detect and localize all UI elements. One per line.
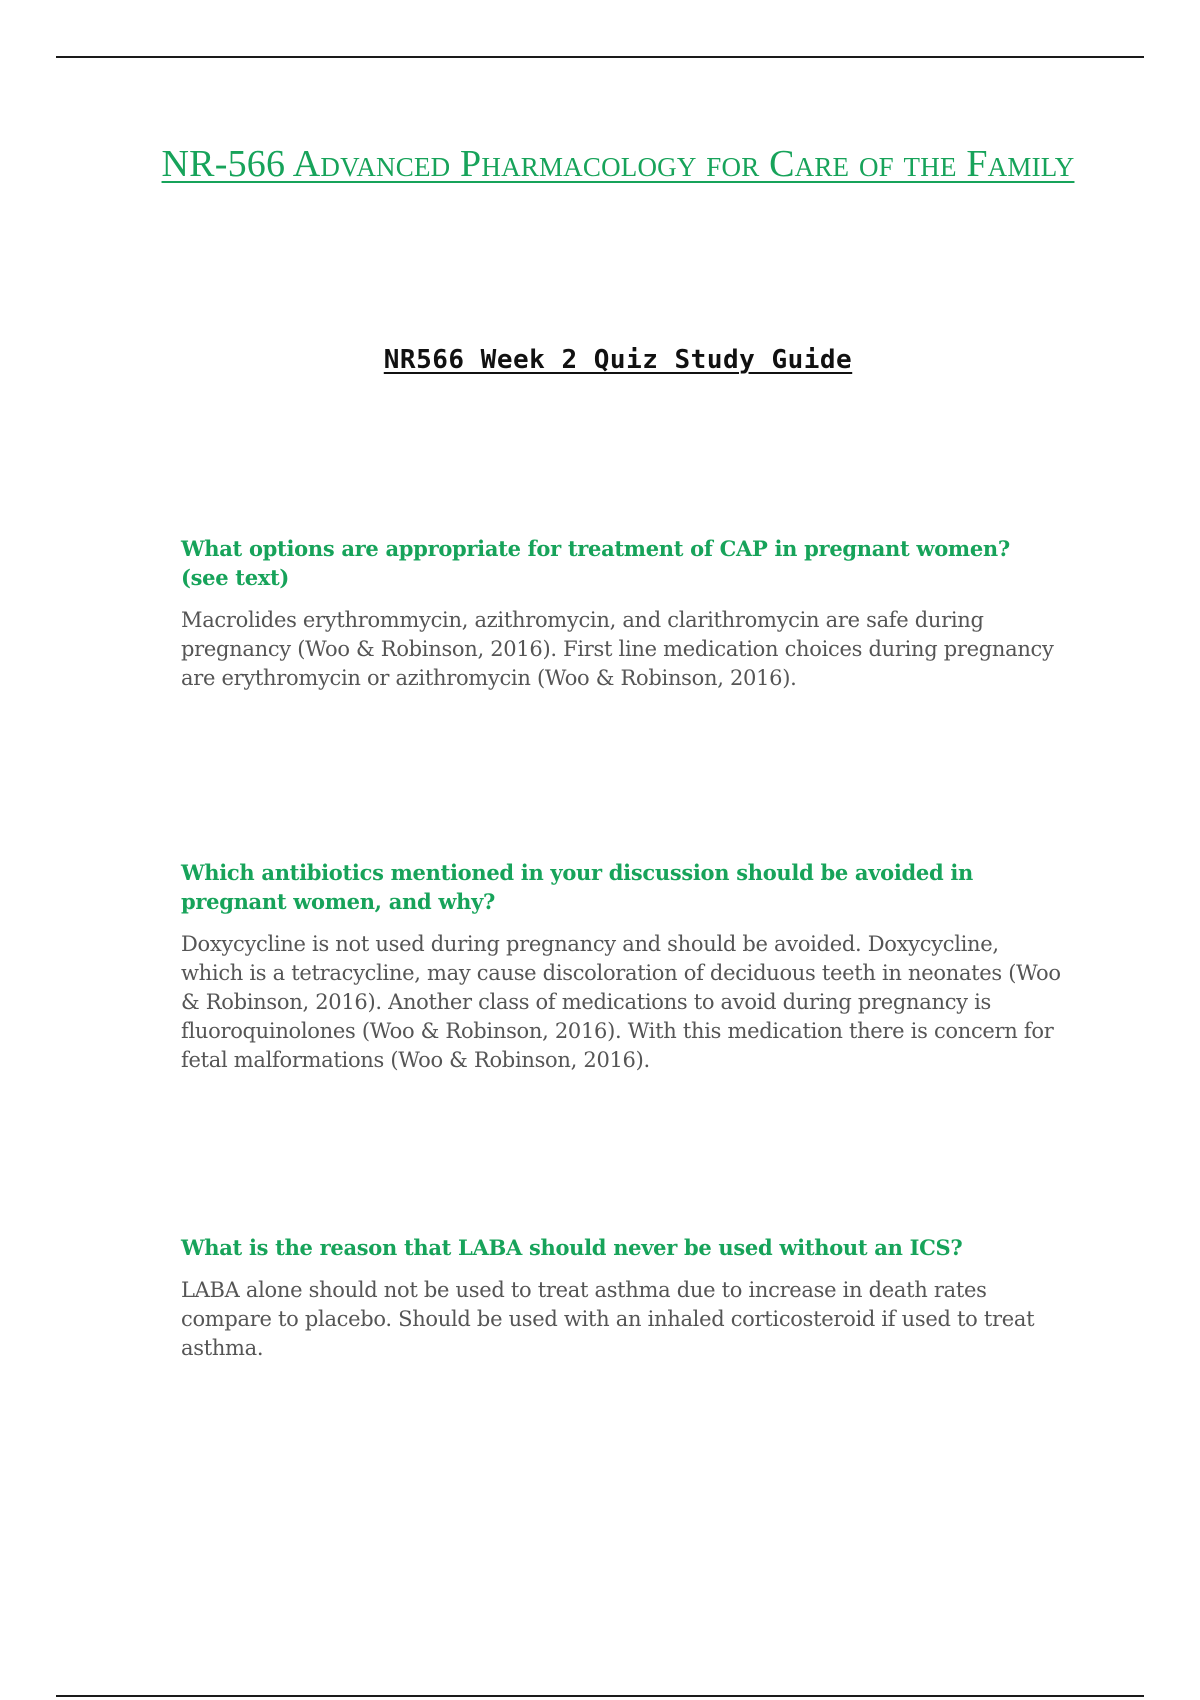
- qa-block-1: [181, 534, 1061, 693]
- answer-text: Doxycycline is not used during pregnancy and should be avoided. Doxycycline, which is a tetracycline, may cause discoloration of deciduous teeth in neonates (Woo & Robinson, 2016). Another class of medications to avoid during pregnancy is fluoroquinolones (Woo & Robinson, 2016). With this medication there is concern for fetal malformations (Woo & Robinson, 2016).: [181, 932, 1061, 1072]
- question-heading: What is the reason that LABA should never be used without an ICS?: [181, 1235, 963, 1260]
- qa-block-2: [181, 858, 1061, 1075]
- top-rule: [56, 56, 1144, 58]
- question-heading: Which antibiotics mentioned in your discussion should be avoided in pregnant women, and why?: [181, 860, 973, 914]
- answer-text: LABA alone should not be used to treat asthma due to increase in death rates compare to placebo. Should be used with an inhaled corticosteroid if used to treat asthma.: [181, 1278, 1035, 1360]
- answer-text: Macrolides erythrommycin, azithromycin, and clarithromycin are safe during pregnancy (Woo & Robinson, 2016). First line medication choices during pregnancy are erythromycin or azithromycin (Woo & Robinson, 2016).: [181, 608, 1054, 690]
- question-heading: What options are appropriate for treatment of CAP in pregnant women? (see text): [181, 536, 1010, 590]
- bottom-rule: [56, 1695, 1144, 1697]
- document-title: NR-566 Advanced Pharmacology for Care of the Family: [161, 143, 1075, 185]
- document-subtitle: NR566 Week 2 Quiz Study Guide: [383, 345, 853, 375]
- qa-block-3: [181, 1233, 1061, 1363]
